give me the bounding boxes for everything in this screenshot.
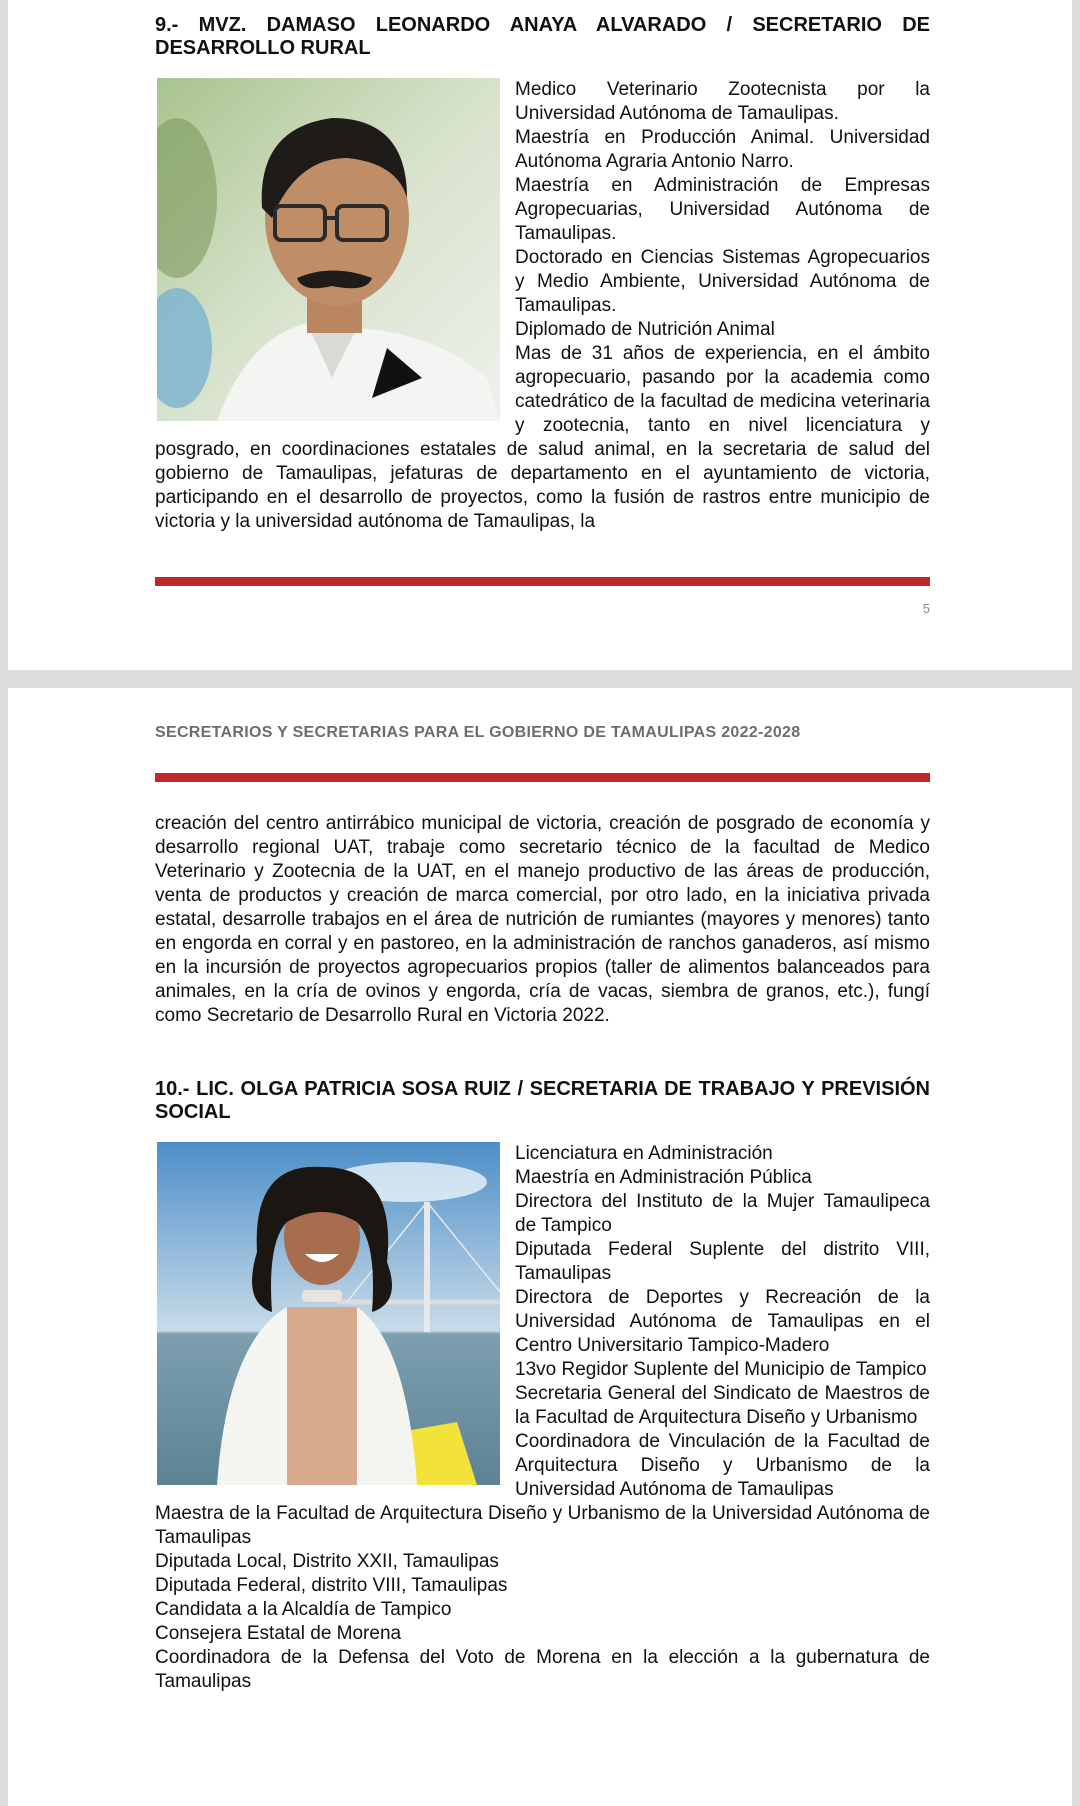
bio-line: Doctorado en Ciencias Sistemas Agropecuarios y Medio Ambiente, Universidad Autónoma de Tamaulipas. xyxy=(515,247,930,316)
bio-line: Diplomado de Nutrición Animal xyxy=(515,319,775,340)
red-divider-bar xyxy=(155,577,930,586)
heading-title: LIC. OLGA PATRICIA SOSA RUIZ / SECRETARIA DE TRABAJO Y PREVISIÓN SOCIAL xyxy=(155,1078,931,1123)
bio-line: Maestría en Administración de Empresas Agropecuarias, Universidad Autónoma de Tamaulipas. xyxy=(515,175,930,244)
bio-line: Licenciatura en Administración xyxy=(515,1143,773,1164)
bio-line: Consejera Estatal de Morena xyxy=(155,1623,402,1644)
red-divider-bar xyxy=(155,773,930,782)
bio-line: Secretaria General del Sindicato de Maestros de la Facultad de Arquitectura Diseño y Urbanismo xyxy=(515,1383,930,1428)
document-page-6 xyxy=(8,688,1072,1806)
continued-paragraph: creación del centro antirrábico municipal de victoria, creación de posgrado de economía y desarrollo regional UAT, trabaje como secretario técnico de la facultad de Medico Veterinario y Zootecnia de la UAT, en el manejo productivo de las áreas de producción, venta de productos y creación de marca comercial, por otro lado, en la iniciativa privada estatal, desarrolle trabajos en el área de nutrición de rumiantes (mayores y menores) tanto en engorda en corral y en pastoreo, en la administración de ranchos ganaderos, así mismo en la incursión de proyectos agropecuarios propios (taller de alimentos balanceados para animales, en la cría de ovinos y engorda, cría de vacas, siembra de granos, etc.), fungí como Secretario de Desarrollo Rural en Victoria 2022. xyxy=(155,813,930,1026)
bio-line: 13vo Regidor Suplente del Municipio de Tampico xyxy=(515,1359,927,1380)
portrait-photo-man xyxy=(157,78,500,421)
bio-line: Candidata a la Alcaldía de Tampico xyxy=(155,1599,452,1620)
bio-line: Mas de 31 años de experiencia, en el ámbito agropecuario, pasando por la academia como catedrático de la facultad de medicina veterinaria y zootecnia, tanto en nivel licenciatura y posgrado, en coordinaciones estatales de salud animal, en la secretaria de salud del gobierno de Tamaulipas, jefaturas de departamento en el ayuntamiento de victoria, participando en el desarrollo de proyectos, como la fusión de rastros entre municipio de victoria y la universidad autónoma de Tamaulipas, la xyxy=(155,343,930,532)
bio-line: Coordinadora de la Defensa del Voto de Morena en la elección a la gubernatura de Tamaulipas xyxy=(155,1647,930,1692)
bio-line: Maestra de la Facultad de Arquitectura Diseño y Urbanismo de la Universidad Autónoma de Tamaulipas xyxy=(155,1503,930,1548)
page-number: 5 xyxy=(922,601,930,616)
bio-line: Diputada Local, Distrito XXII, Tamaulipas xyxy=(155,1551,499,1572)
portrait-illustration xyxy=(157,78,500,421)
bio-line: Directora de Deportes y Recreación de la Universidad Autónoma de Tamaulipas en el Centro Universitario Tampico-Madero xyxy=(515,1287,930,1356)
profile-heading-9 xyxy=(155,14,930,60)
heading-number: 9.- xyxy=(155,14,179,36)
continued-bio-9 xyxy=(155,812,930,1028)
profile-heading-10 xyxy=(155,1078,930,1124)
heading-title: MVZ. DAMASO LEONARDO ANAYA ALVARADO / SECRETARIO DE DESARROLLO RURAL xyxy=(155,14,930,59)
profile-section-10 xyxy=(155,1078,930,1694)
bio-line: Diputada Federal, distrito VIII, Tamaulipas xyxy=(155,1575,508,1596)
bio-line: Directora del Instituto de la Mujer Tamaulipeca de Tampico xyxy=(515,1191,930,1236)
bio-line: Maestría en Producción Animal. Universidad Autónoma Agraria Antonio Narro. xyxy=(515,127,930,172)
profile-section-9 xyxy=(155,14,930,534)
bio-line: Medico Veterinario Zootecnista por la Universidad Autónoma de Tamaulipas. xyxy=(515,79,930,124)
bio-line: Diputada Federal Suplente del distrito VIII, Tamaulipas xyxy=(515,1239,930,1284)
portrait-illustration xyxy=(157,1142,500,1485)
portrait-photo-woman xyxy=(157,1142,500,1485)
heading-number: 10.- xyxy=(155,1078,190,1100)
bio-line: Coordinadora de Vinculación de la Facultad de Arquitectura Diseño y Urbanismo de la Universidad Autónoma de Tamaulipas xyxy=(515,1431,930,1500)
bio-line: Maestría en Administración Pública xyxy=(515,1167,812,1188)
running-header: SECRETARIOS Y SECRETARIAS PARA EL GOBIERNO DE TAMAULIPAS 2022-2028 xyxy=(155,724,801,741)
document-page-5 xyxy=(8,0,1072,670)
